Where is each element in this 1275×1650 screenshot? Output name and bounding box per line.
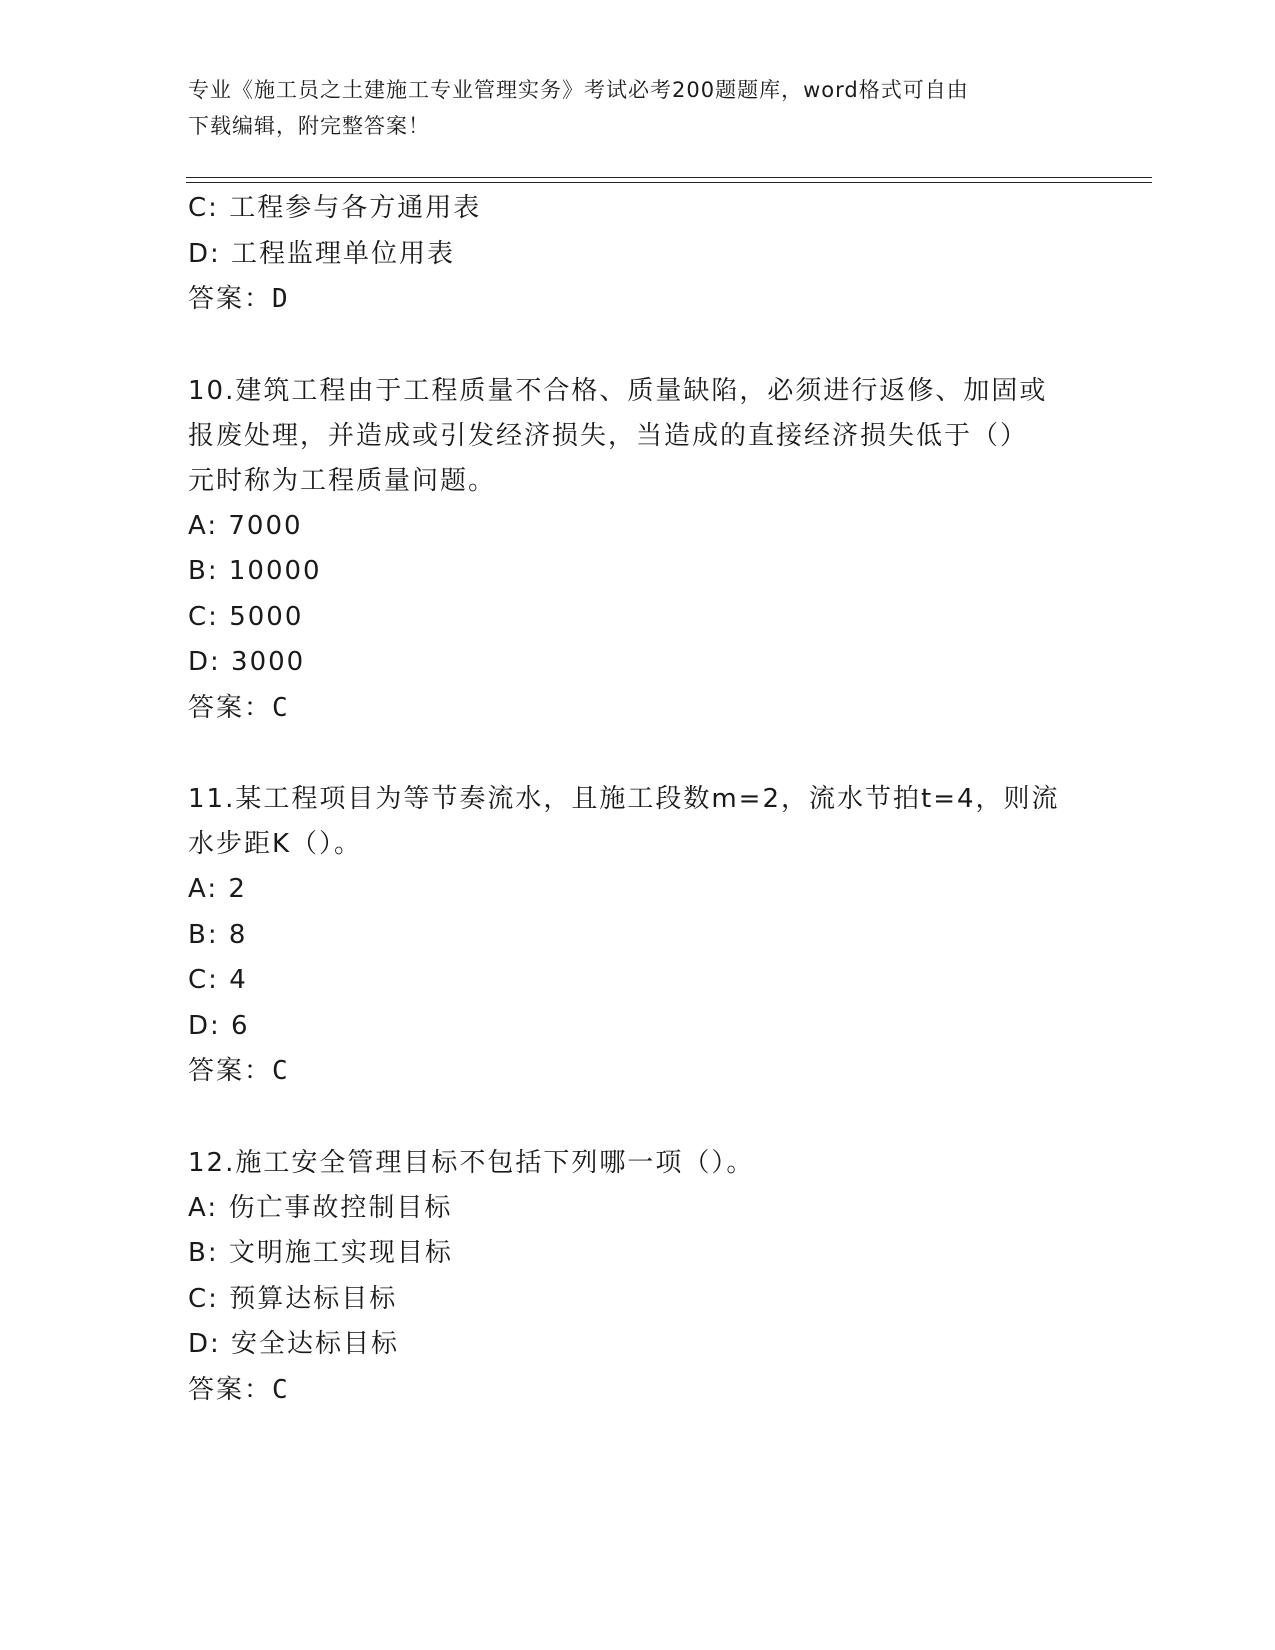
option-text: 4 [229,965,248,995]
header-line-1: 专业《施工员之土建施工专业管理实务》考试必考200题题库，word格式可自由 [188,78,969,102]
option-c [188,595,1088,641]
option-a [188,867,1088,913]
question-text-line: 水步距K（）。 [188,829,363,859]
answer-label: 答案： [188,284,273,314]
question-text-line: 元时称为工程质量问题。 [188,465,497,496]
option-label: B: [188,919,219,950]
option-c [188,186,1088,232]
option-text: 5000 [229,601,304,632]
answer-line [188,686,1088,732]
option-text: 7000 [228,510,303,541]
option-c [188,958,1088,1004]
option-text: 预算达标目标 [229,1283,398,1314]
answer-value: C [272,1374,290,1405]
option-label: D: [188,647,221,677]
question-9-continuation [188,186,1088,323]
answer-line [188,277,1088,323]
option-text: 伤亡事故控制目标 [228,1192,453,1223]
option-b [188,913,1088,959]
option-d [188,1322,1088,1368]
option-d [188,1004,1088,1050]
option-c [188,1277,1088,1323]
option-label: D: [188,1329,221,1359]
option-text: 10000 [228,556,322,586]
answer-line [188,1368,1088,1414]
option-a [188,504,1088,550]
option-text: 6 [231,1010,250,1041]
header-divider-top [186,177,1152,178]
answer-line [188,1049,1088,1095]
question-11 [188,777,1088,1095]
answer-value: C [272,692,290,723]
option-label: C: [188,193,219,223]
option-text: 3000 [231,647,306,677]
option-b [188,549,1088,595]
header-line-2: 下载编辑，附完整答案！ [188,114,430,138]
answer-label: 答案： [188,692,273,723]
document-content [188,186,1088,1413]
option-label: A: [188,510,219,541]
option-label: A: [188,1192,219,1223]
answer-label: 答案： [188,1056,273,1086]
option-label: C: [188,1283,219,1314]
option-d [188,232,1088,278]
option-d [188,640,1088,686]
question-text-line: 10.建筑工程由于工程质量不合格、质量缺陷，必须进行返修、加固或 [188,375,1048,406]
question-10 [188,369,1088,732]
option-b [188,1231,1088,1277]
header-divider-bottom [186,182,1152,183]
option-a [188,1186,1088,1232]
option-text: 工程监理单位用表 [231,238,456,269]
option-label: B: [188,556,219,586]
option-text: 文明施工实现目标 [228,1238,453,1268]
option-text: 安全达标目标 [231,1329,400,1359]
question-text-line: 报废处理，并造成或引发经济损失，当造成的直接经济损失低于（） [188,420,1029,451]
option-text: 工程参与各方通用表 [229,193,482,223]
option-label: B: [188,1238,219,1268]
question-text-line: 11.某工程项目为等节奏流水，且施工段数m=2，流水节拍t=4，则流 [188,784,1060,814]
option-label: A: [188,874,219,904]
option-label: C: [188,601,219,632]
option-text: 2 [228,874,247,904]
answer-label: 答案： [188,1374,273,1405]
question-12 [188,1141,1088,1414]
option-label: D: [188,1010,221,1041]
option-label: D: [188,238,221,269]
option-text: 8 [228,919,248,950]
answer-value: D [272,284,290,314]
question-text-line: 12.施工安全管理目标不包括下列哪一项（）。 [188,1147,755,1178]
document-header [188,72,1078,144]
option-label: C: [188,965,219,995]
answer-value: C [272,1056,290,1086]
